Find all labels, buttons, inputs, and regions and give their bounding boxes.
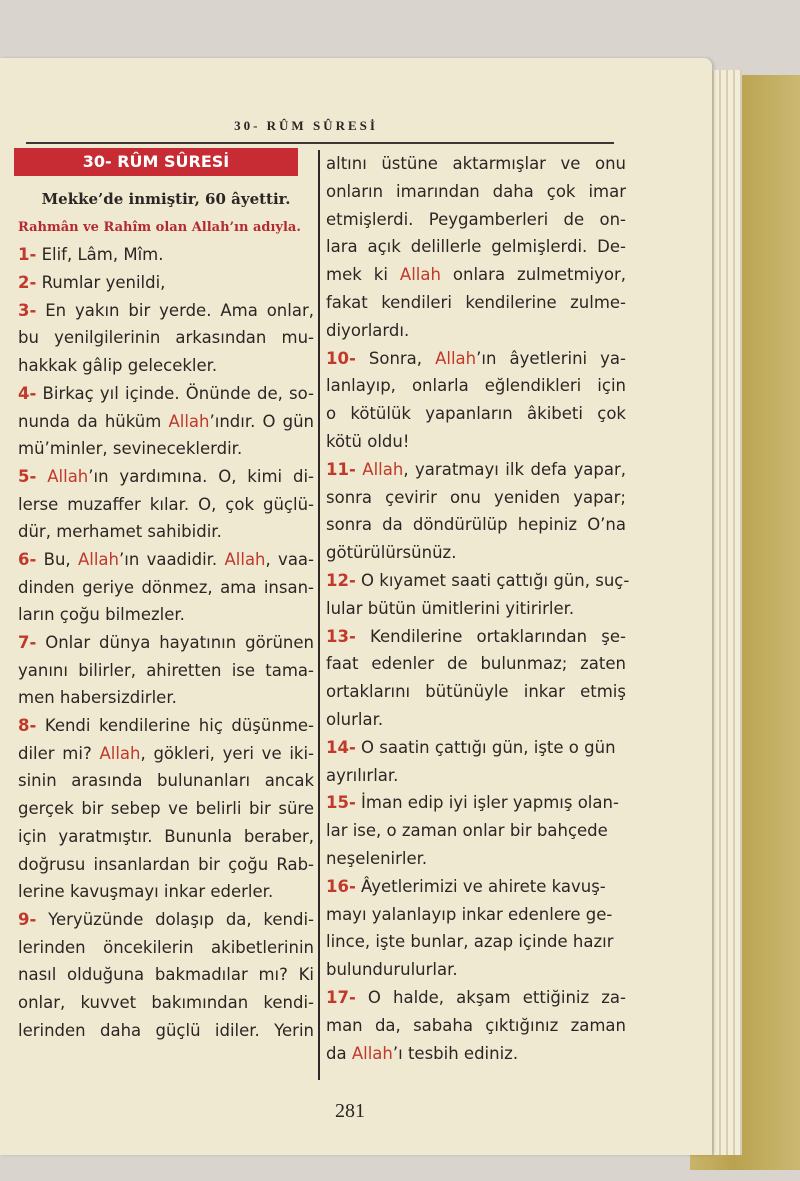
line-text: Kendilerine ortaklarından şe-	[355, 626, 626, 646]
text-line	[326, 567, 630, 595]
verse-number: 16-	[326, 876, 356, 896]
line-text: gerçek bir sebep ve belirli bir süre	[18, 799, 314, 819]
text-line	[326, 817, 626, 845]
text-line	[326, 484, 626, 512]
text-line	[18, 657, 314, 685]
line-text: diyorlardı.	[326, 320, 410, 340]
verse-number: 2-	[18, 273, 37, 293]
line-text: nunda da hüküm	[18, 411, 169, 431]
line-text: lince, işte bunlar, azap içinde hazır	[326, 932, 614, 952]
divine-name: Allah	[362, 459, 404, 479]
line-text: O saatin çattığı gün, işte o gün	[355, 737, 616, 757]
text-line	[326, 623, 626, 651]
line-text: lara açık delillerle gelmişlerdi. De-	[326, 237, 626, 257]
text-line	[18, 906, 314, 934]
divine-name: Allah	[168, 411, 210, 431]
line-text: En yakın bir yerde. Ama onlar,	[36, 300, 314, 320]
text-line	[326, 233, 626, 261]
line-text: lerinden öncekilerin akibetlerinin	[18, 937, 314, 957]
line-text: mayı yalanlayıp inkar edenlere ge-	[326, 904, 613, 924]
line-text: yanını bilirler, ahiretten ise tama-	[18, 660, 314, 680]
verse-number: 12-	[326, 570, 356, 590]
text-line	[18, 823, 314, 851]
verse-number: 1-	[18, 245, 37, 265]
text-line	[18, 878, 314, 906]
line-text: mü’minler, sevineceklerdir.	[18, 439, 243, 459]
header-rule	[26, 142, 614, 144]
line-text: faat edenler de bulunmaz; zaten	[326, 654, 626, 674]
line-text: ’ın âyetlerini ya-	[476, 348, 626, 368]
line-text: lar ise, o zaman onlar bir bahçede	[326, 821, 608, 841]
line-text: O kıyamet saati çattığı gün, suç-	[355, 570, 630, 590]
besmele: Rahmân ve Rahîm olan Allah’ın adıyla.	[18, 219, 301, 235]
column-divider	[318, 150, 320, 1080]
line-text: Âyetlerimizi ve ahirete kavuş-	[355, 876, 606, 896]
line-text: için yaratmıştır. Bununla beraber,	[18, 826, 314, 846]
text-line	[326, 762, 626, 790]
line-text: dür, merhamet sahibidir.	[18, 522, 222, 542]
verse-number: 11-	[326, 459, 356, 479]
surah-title-banner: 30- RÛM SÛRESİ	[14, 148, 298, 176]
line-text: lerine kavuşmayı inkar ederler.	[18, 882, 274, 902]
text-line	[18, 546, 314, 574]
left-verse-lines	[18, 241, 314, 1044]
divine-name: Allah	[99, 743, 141, 763]
line-text: ’ı tesbih ediniz.	[392, 1043, 519, 1063]
text-line	[18, 934, 314, 962]
verse-number: 7-	[18, 633, 37, 652]
text-line	[326, 956, 626, 984]
line-text: lerinden daha güçlü idiler. Yerin	[18, 1020, 314, 1040]
verse-number: 13-	[326, 626, 356, 646]
text-line	[326, 678, 626, 706]
text-line	[326, 873, 626, 901]
line-text: götürülürsünüz.	[326, 543, 457, 563]
text-line	[326, 428, 626, 456]
line-text: lanlayıp, onlarla eğlendikleri için	[326, 376, 626, 396]
text-line	[18, 989, 314, 1017]
text-line	[18, 324, 314, 352]
verse-number: 3-	[18, 300, 37, 320]
line-text: man da, sabaha çıktığınız zaman	[326, 1015, 626, 1035]
line-text: O halde, akşam ettiğiniz za-	[355, 987, 626, 1007]
line-text: sinin arasında bulunanları ancak	[18, 771, 314, 791]
line-text: ’ın vaadidir.	[118, 549, 225, 569]
text-line	[326, 706, 626, 734]
text-line	[326, 150, 626, 178]
divine-name: Allah	[224, 549, 266, 569]
divine-name: Allah	[47, 466, 89, 486]
line-text	[36, 467, 47, 486]
line-text: onlar, kuvvet bakımından kendi-	[18, 992, 314, 1012]
divine-name: Allah	[399, 265, 441, 285]
verse-number: 10-	[326, 348, 356, 368]
line-text: , vaa-	[265, 549, 314, 569]
text-line	[18, 767, 314, 795]
line-text: onlara zulmetmiyor,	[440, 265, 626, 285]
line-text: neşelenirler.	[326, 848, 428, 868]
divine-name: Allah	[435, 348, 477, 368]
line-text: ortaklarını bütünüyle inkar etmiş	[326, 682, 626, 702]
text-line	[18, 574, 314, 602]
line-text: dinden geriye dönmez, ama insan-	[18, 577, 314, 597]
line-text: doğrusu insanlardan bir çoğu Rab-	[18, 854, 314, 874]
text-line	[18, 629, 314, 657]
verse-number: 15-	[326, 793, 356, 813]
line-text: bu yenilgilerinin arkasından mu-	[18, 328, 314, 348]
verse-number: 8-	[18, 716, 37, 736]
text-line	[326, 845, 626, 873]
text-line	[326, 511, 626, 539]
verse-number: 9-	[18, 909, 37, 929]
line-text: ların çoğu bilmezler.	[18, 605, 185, 625]
line-text: Kendi kendilerine hiç düşünme-	[36, 716, 314, 736]
text-line	[18, 352, 314, 380]
text-line	[326, 650, 626, 678]
line-text: bulundurulurlar.	[326, 960, 458, 980]
text-line	[18, 601, 314, 629]
text-line	[326, 539, 626, 567]
verse-number: 4-	[18, 383, 37, 403]
line-text: diler mi?	[18, 743, 100, 763]
divine-name: Allah	[351, 1043, 393, 1063]
left-column	[18, 186, 314, 1044]
verse-number: 6-	[18, 549, 37, 569]
text-line	[326, 289, 626, 317]
line-text: Onlar dünya hayatının görünen	[36, 633, 314, 652]
line-text: mek ki	[326, 265, 400, 285]
text-line	[18, 241, 314, 269]
line-text: Rumlar yenildi,	[36, 273, 166, 293]
verse-number: 17-	[326, 987, 356, 1007]
text-line	[326, 261, 626, 289]
page-number: 281	[335, 1100, 365, 1122]
text-line	[326, 456, 626, 484]
text-line	[326, 372, 626, 400]
text-line	[18, 408, 314, 436]
text-line	[326, 1012, 626, 1040]
right-verse-lines	[326, 150, 630, 1067]
line-text: Elif, Lâm, Mîm.	[36, 245, 164, 265]
right-column	[326, 150, 630, 1067]
line-text: altını üstüne aktarmışlar ve onu	[326, 154, 626, 173]
line-text: fakat kendileri kendilerine zulme-	[326, 292, 626, 312]
text-line	[326, 928, 626, 956]
text-line	[326, 317, 626, 345]
line-text: Birkaç yıl içinde. Önünde de, so-	[36, 383, 314, 403]
line-text: hakkak gâlip gelecekler.	[18, 356, 218, 376]
surah-meta: Mekke’de inmiştir, 60 âyettir.	[41, 190, 291, 208]
line-text: ’ın yardımına. O, kimi di-	[88, 466, 314, 486]
line-text: kötü oldu!	[326, 431, 410, 451]
line-text: ayrılırlar.	[326, 765, 399, 785]
line-text: , yaratmayı ilk defa yapar,	[403, 459, 626, 479]
text-line	[326, 178, 626, 206]
line-text: Yeryüzünde dolaşıp da, kendi-	[36, 909, 314, 929]
text-line	[18, 380, 314, 408]
text-line	[18, 684, 314, 712]
text-line	[18, 1017, 314, 1045]
text-line	[18, 463, 314, 491]
text-line	[18, 712, 314, 740]
line-text: Sonra,	[355, 348, 436, 368]
text-line	[18, 297, 314, 325]
text-line	[18, 961, 314, 989]
line-text: onların imarından daha çok imar	[326, 181, 626, 201]
text-line	[326, 1040, 626, 1068]
line-text: o kötülük yapanların âkibeti çok	[326, 404, 626, 424]
text-line	[18, 435, 314, 463]
line-text: sonra da döndürülüp hepiniz O’na	[326, 515, 626, 535]
text-line	[326, 400, 626, 428]
text-line	[326, 595, 626, 623]
text-line	[18, 518, 314, 546]
verse-number: 14-	[326, 737, 356, 757]
text-line	[326, 901, 626, 929]
line-text: nasıl olduğuna bakmadılar mı? Ki	[18, 965, 314, 985]
line-text: men habersizdirler.	[18, 688, 177, 708]
verse-number: 5-	[18, 466, 37, 486]
line-text: etmişlerdi. Peygamberleri de on-	[326, 209, 626, 229]
line-text: da	[326, 1043, 352, 1063]
text-line	[326, 984, 626, 1012]
line-text: olurlar.	[326, 709, 384, 729]
line-text: lular bütün ümitlerini yitirirler.	[326, 598, 575, 618]
line-text: , gökleri, yeri ve iki-	[140, 743, 314, 763]
divine-name: Allah	[77, 549, 119, 569]
line-text: sonra çevirir onu yeniden yapar;	[326, 487, 626, 507]
text-line	[326, 789, 626, 817]
text-line	[326, 345, 626, 373]
text-line	[326, 206, 626, 234]
text-line	[18, 491, 314, 519]
text-line	[18, 851, 314, 879]
line-text: İman edip iyi işler yapmış olan-	[355, 793, 619, 813]
line-text: lerse muzaffer kılar. O, çok güçlü-	[18, 494, 314, 514]
line-text: Bu,	[36, 549, 78, 569]
text-line	[18, 269, 314, 297]
text-line	[18, 740, 314, 768]
text-line	[326, 734, 626, 762]
line-text: ’ındır. O gün	[209, 411, 314, 431]
running-head: 30- RÛM SÛRESİ	[234, 118, 378, 133]
text-line	[18, 795, 314, 823]
